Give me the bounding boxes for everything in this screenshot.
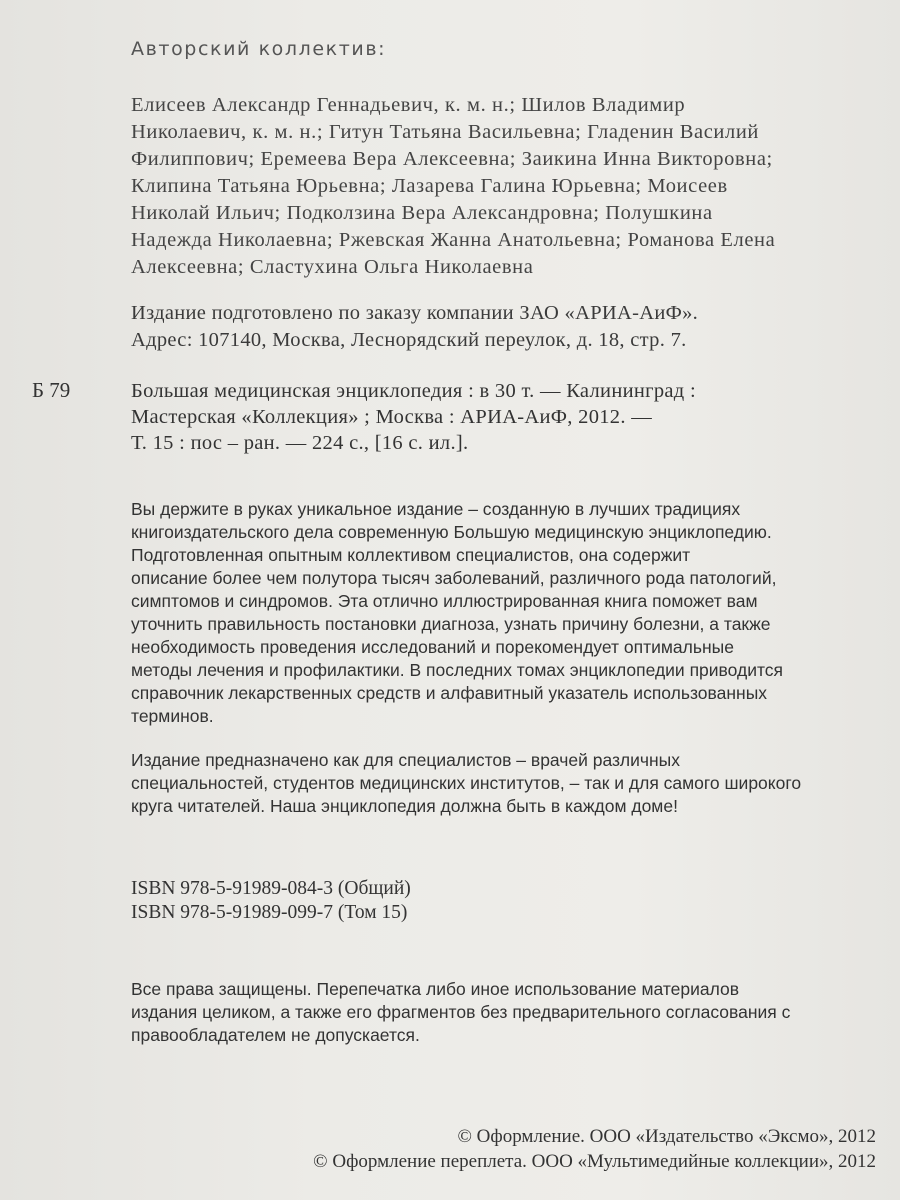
authors-line: Надежда Николаевна; Ржевская Жанна Анатольевна; Романова Елена bbox=[131, 229, 776, 251]
isbn-block bbox=[131, 877, 861, 925]
authors-line: Филиппович; Еремеева Вера Алексеевна; Заикина Инна Викторовна; bbox=[131, 148, 773, 170]
annotation-line: книгоиздательского дела современную Большую медицинскую энциклопедию. bbox=[131, 522, 772, 542]
publisher-line: Издание подготовлено по заказу компании ЗАО «АРИА-АиФ». bbox=[131, 302, 699, 324]
annotation-paragraph-1 bbox=[131, 498, 861, 728]
annotation-line: круга читателей. Наша энциклопедия должна быть в каждом доме! bbox=[131, 796, 678, 816]
authors-line: Елисеев Александр Геннадьевич, к. м. н.; Шилов Владимир bbox=[131, 94, 686, 116]
annotation-line: терминов. bbox=[131, 706, 214, 726]
authors-list bbox=[131, 92, 861, 281]
rights-notice bbox=[131, 978, 861, 1047]
annotation-line: методы лечения и профилактики. В последних томах энциклопедии приводится bbox=[131, 660, 784, 680]
annotation-line: справочник лекарственных средств и алфавитный указатель использованных bbox=[131, 683, 768, 703]
authors-line: Алексеевна; Сластухина Ольга Николаевна bbox=[131, 256, 534, 278]
publisher-info bbox=[131, 300, 861, 354]
annotation-line: описание более чем полутора тысяч заболеваний, различного рода патологий, bbox=[131, 568, 777, 588]
bibliographic-line: Т. 15 : пос – ран. — 224 с., [16 с. ил.]. bbox=[131, 432, 469, 454]
annotation-paragraph-2 bbox=[131, 749, 861, 818]
annotation-line: Издание предназначено как для специалистов – врачей различных bbox=[131, 750, 680, 770]
annotation-line: уточнить правильность постановки диагноза, узнать причину болезни, а также bbox=[131, 614, 771, 634]
annotation-line: Вы держите в руках уникальное издание – созданную в лучших традициях bbox=[131, 499, 741, 519]
rights-line: Все права защищены. Перепечатка либо иное использование материалов bbox=[131, 979, 740, 999]
authors-line: Николай Ильич; Подколзина Вера Александровна; Полушкина bbox=[131, 202, 713, 224]
classification-code: Б 79 bbox=[32, 378, 71, 402]
isbn-general: ISBN 978-5-91989-084-3 (Общий) bbox=[131, 878, 411, 899]
isbn-volume: ISBN 978-5-91989-099-7 (Том 15) bbox=[131, 902, 408, 923]
bibliographic-line: Мастерская «Коллекция» ; Москва : АРИА-АиФ, 2012. — bbox=[131, 406, 653, 428]
annotation-line: необходимость проведения исследований и порекомендует оптимальные bbox=[131, 637, 734, 657]
authors-line: Николаевич, к. м. н.; Гитун Татьяна Васильевна; Гладенин Василий bbox=[131, 121, 759, 143]
bibliographic-record bbox=[131, 378, 861, 456]
authors-heading: Авторский коллектив: bbox=[131, 38, 387, 60]
authors-line: Клипина Татьяна Юрьевна; Лазарева Галина Юрьевна; Моисеев bbox=[131, 175, 728, 197]
bibliographic-line: Большая медицинская энциклопедия : в 30 т. — Калининград : bbox=[131, 380, 696, 402]
copyright-design: © Оформление. ООО «Издательство «Эксмо», 2012 bbox=[457, 1126, 876, 1147]
copyright-binding: © Оформление переплета. ООО «Мультимедийные коллекции», 2012 bbox=[313, 1151, 876, 1172]
annotation-line: специальностей, студентов медицинских институтов, – так и для самого широкого bbox=[131, 773, 802, 793]
annotation-line: Подготовленная опытным коллективом специалистов, она содержит bbox=[131, 545, 691, 565]
rights-line: издания целиком, а также его фрагментов без предварительного согласования с bbox=[131, 1002, 791, 1022]
publisher-address: Адрес: 107140, Москва, Леснорядский переулок, д. 18, стр. 7. bbox=[131, 329, 687, 351]
annotation bbox=[131, 498, 861, 839]
rights-line: правообладателем не допускается. bbox=[131, 1025, 420, 1045]
annotation-line: симптомов и синдромов. Эта отлично иллюстрированная книга поможет вам bbox=[131, 591, 758, 611]
